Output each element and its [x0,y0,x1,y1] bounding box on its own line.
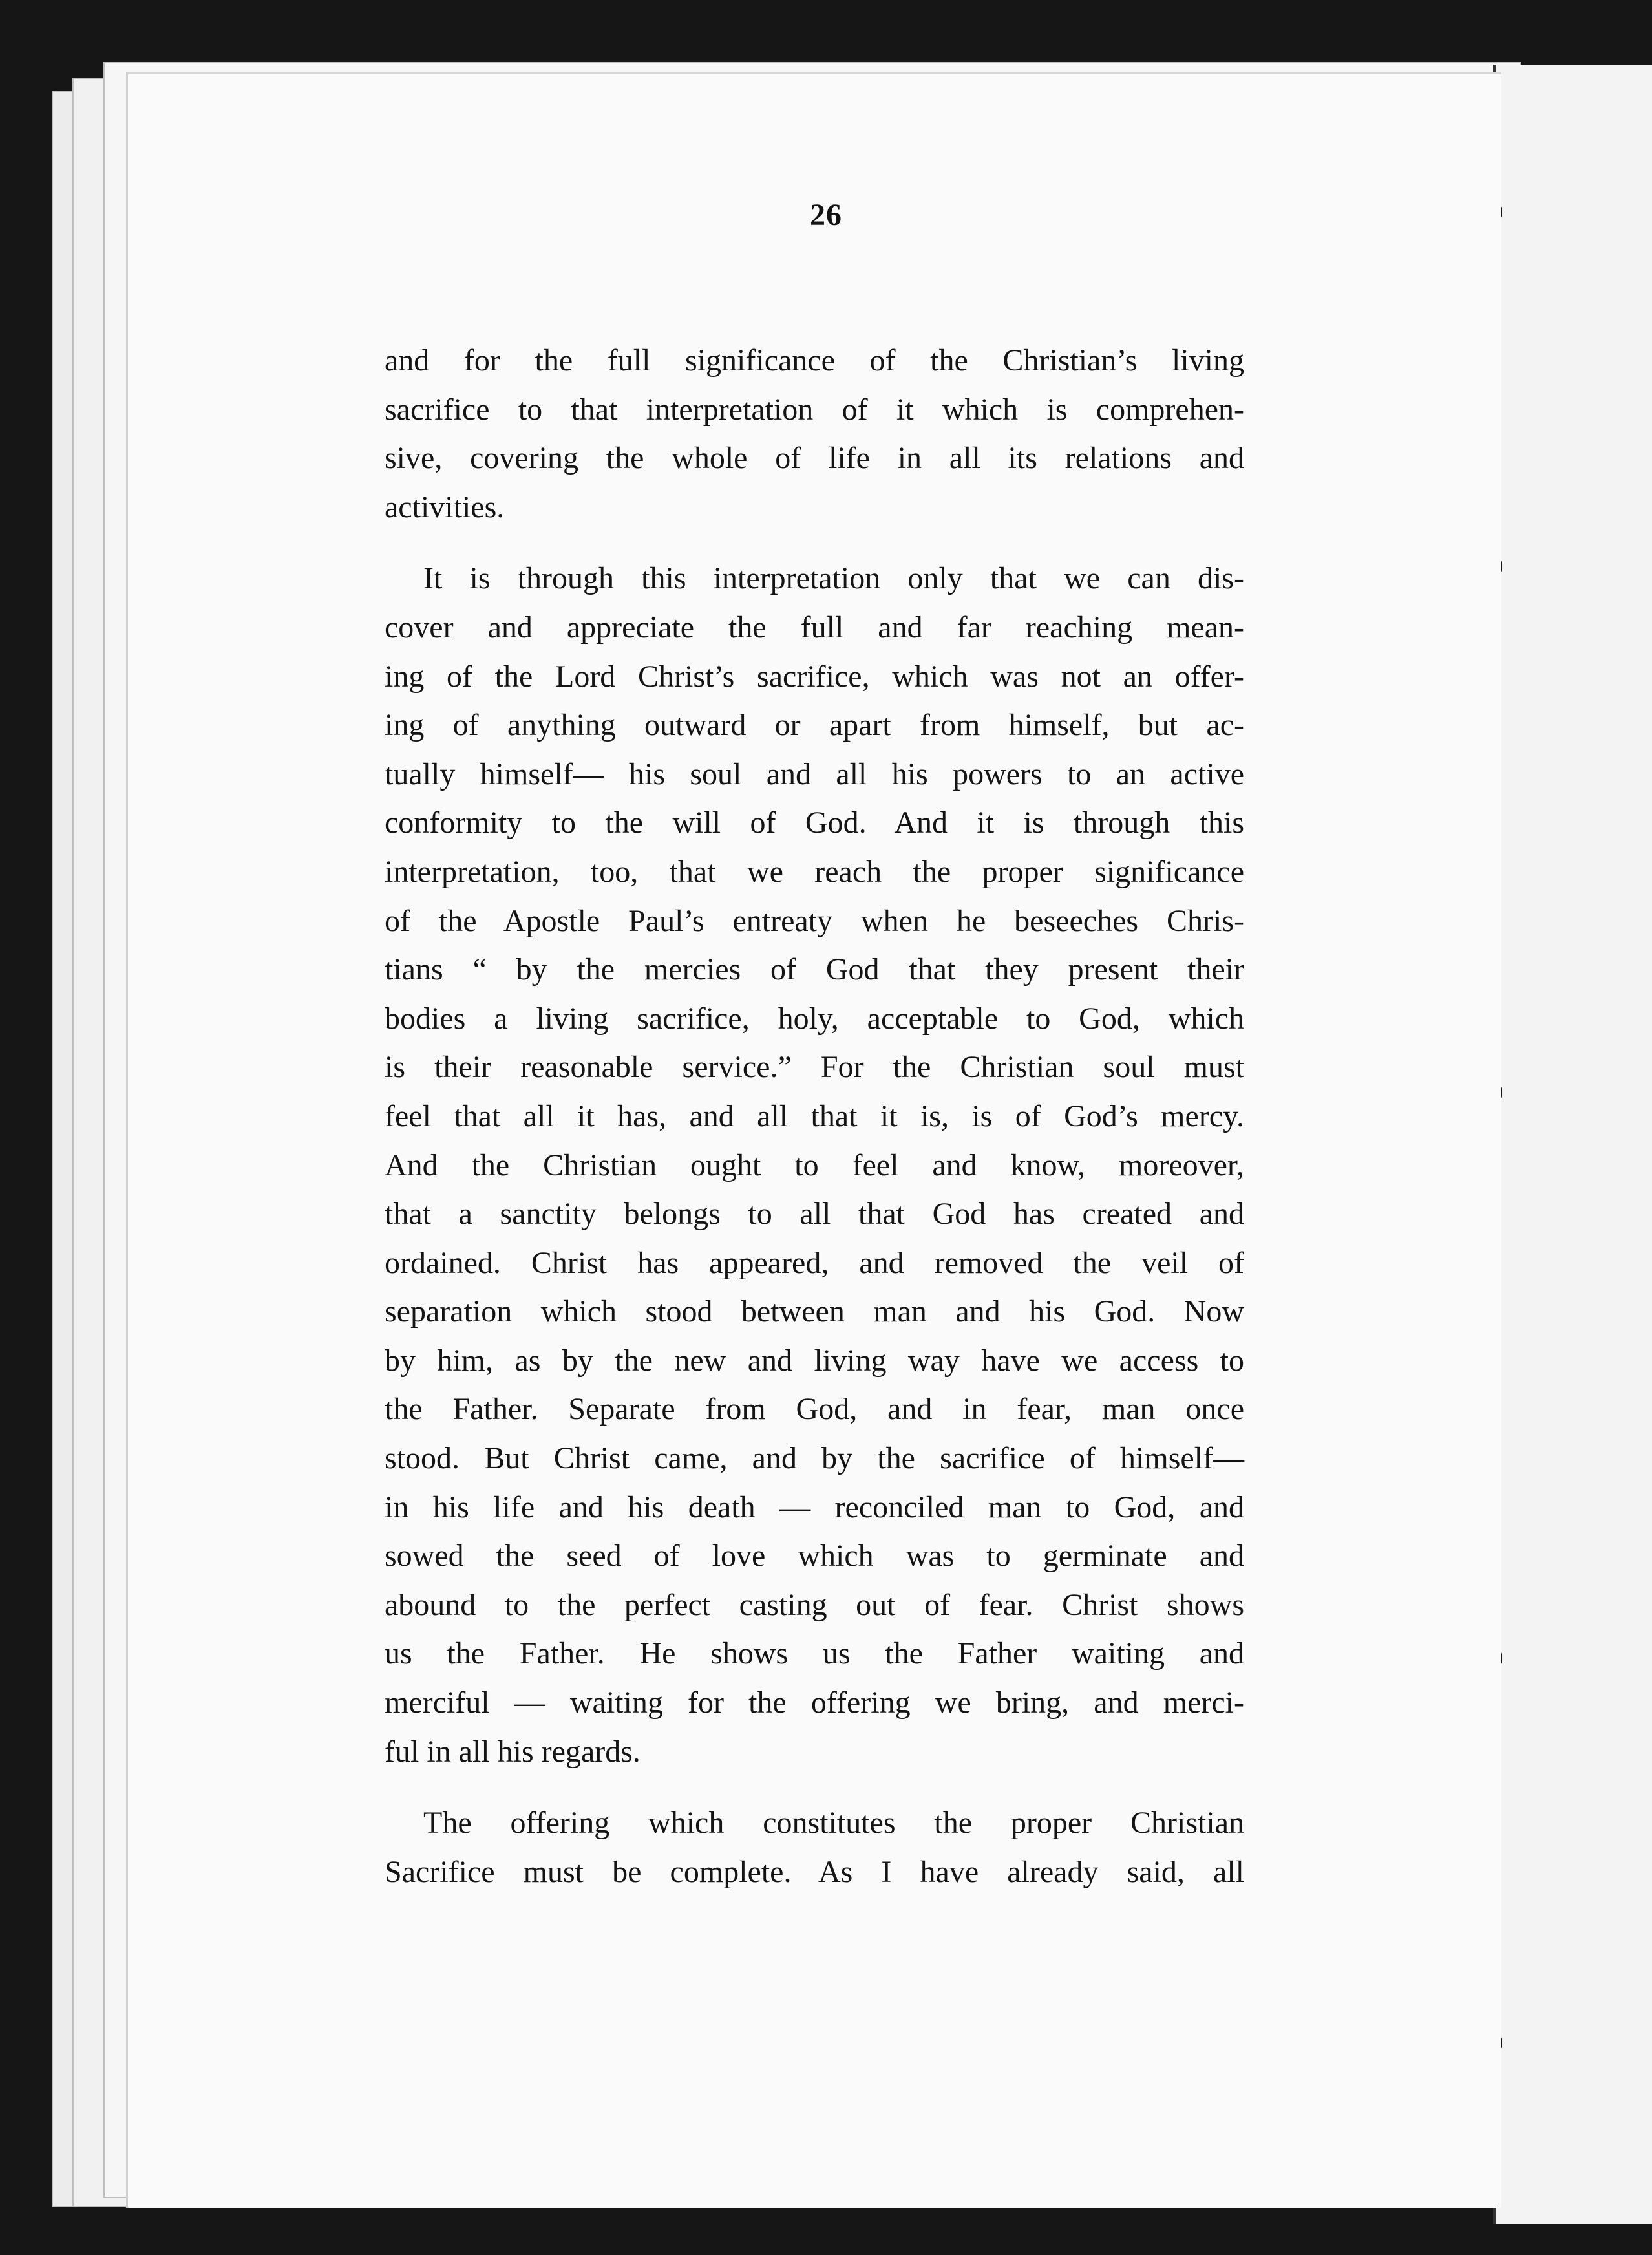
text-line: sacrifice to that interpretation of it which is comprehen- [385,392,1244,427]
text-line: merciful — waiting for the offering we bring, and merci- [385,1685,1244,1720]
text-line: conformity to the will of God. And it is through this [385,806,1244,840]
text-line: is their reasonable service.” For the Christian soul must [385,1050,1244,1085]
text-line: abound to the perfect casting out of fear. Christ shows [385,1587,1244,1622]
paragraph-1 [385,336,1244,531]
text-line: bodies a living sacrifice, holy, acceptable to God, which [385,1001,1244,1036]
text-line: separation which stood between man and his God. Now [385,1294,1244,1329]
text-line: sowed the seed of love which was to germinate and [385,1539,1244,1574]
text-line: in his life and his death — reconciled man to God, and [385,1490,1244,1524]
text-line: by him, as by the new and living way have we access to [385,1343,1244,1378]
text-line: ing of the Lord Christ’s sacrifice, which was not an offer- [385,659,1244,694]
text-line: of the Apostle Paul’s entreaty when he beseeches Chris- [385,903,1244,938]
text-line: the Father. Separate from God, and in fear, man once [385,1392,1244,1427]
text-line: And the Christian ought to feel and know, moreover, [385,1148,1244,1182]
text-line: sive, covering the whole of life in all its relations and [385,441,1244,476]
text-line: ful in all his regards. [385,1734,641,1769]
text-line: tians “ by the mercies of God that they present their [385,952,1244,987]
text-line: activities. [385,489,505,524]
body-text [385,336,1244,1919]
text-line: tually himself— his soul and all his powers to an active [385,756,1244,791]
paragraph-3 [385,1799,1244,1896]
text-line: and for the full significance of the Christian’s living [385,343,1244,378]
text-line: interpretation, too, that we reach the proper significance [385,854,1244,889]
facing-page-strip [1493,65,1652,2224]
page-number: 26 [810,198,842,232]
paragraph-2 [385,554,1244,1776]
text-line: ing of anything outward or apart from himself, but ac- [385,708,1244,743]
text-line: Sacrifice must be complete. As I have already said, all [385,1854,1244,1889]
text-line: The offering which constitutes the proper Christian [423,1806,1244,1841]
text-line: stood. But Christ came, and by the sacrifice of himself— [385,1441,1244,1476]
text-line: that a sanctity belongs to all that God has created and [385,1197,1244,1232]
text-line: ordained. Christ has appeared, and removed the veil of [385,1245,1244,1280]
text-line: cover and appreciate the full and far reaching mean- [385,610,1244,645]
text-line: us the Father. He shows us the Father waiting and [385,1636,1244,1671]
text-line: It is through this interpretation only that we can dis- [423,561,1244,596]
text-line: feel that all it has, and all that it is, is of God’s mercy. [385,1098,1244,1133]
